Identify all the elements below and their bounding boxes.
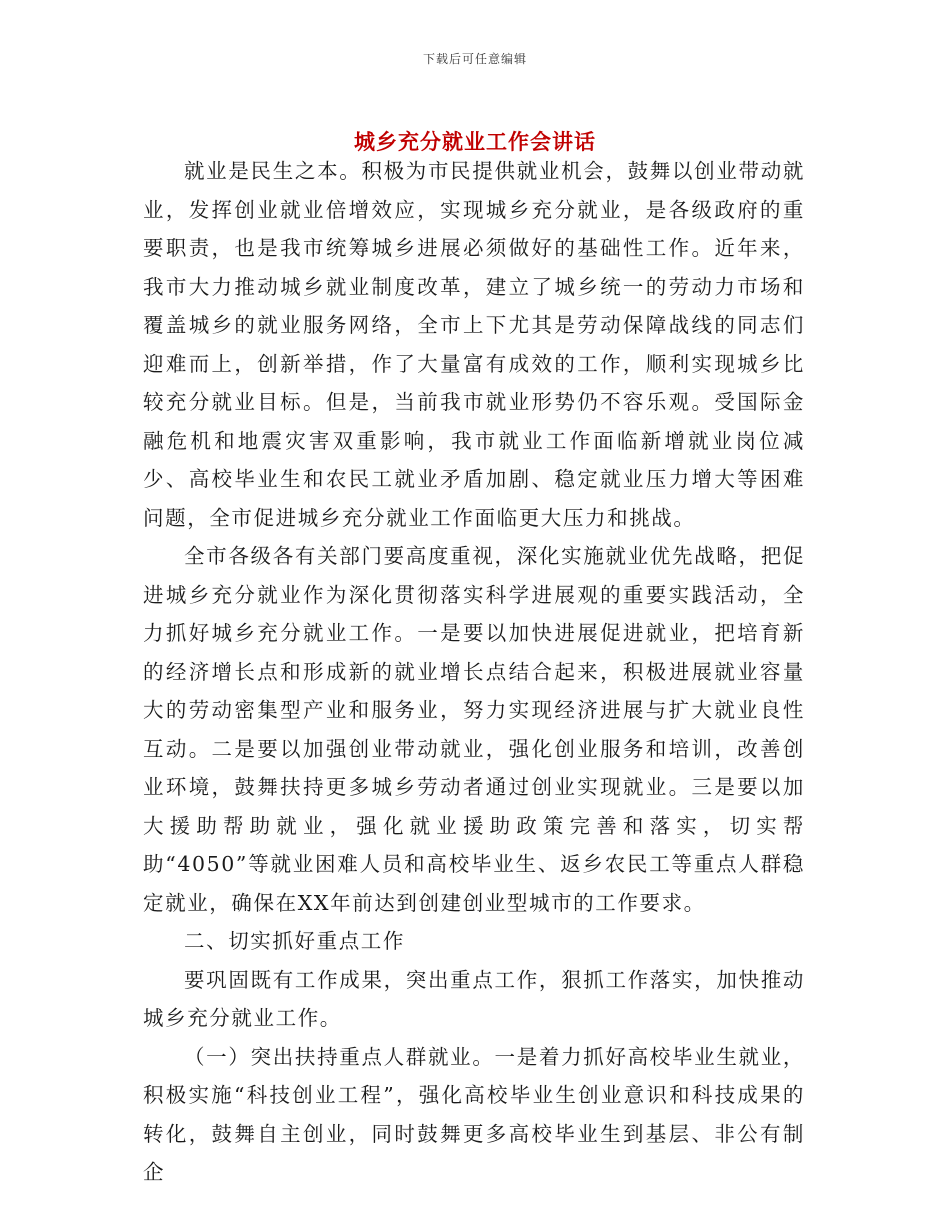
document-title: 城乡充分就业工作会讲话 [354,129,596,155]
section-heading: 二、切实抓好重点工作 [184,929,405,953]
page-header-note: 下载后可任意编辑 [422,52,527,66]
paragraph-requirements: 全市各级各有关部门要高度重视，深化实施就业优先战略，把促进城乡充分就业作为深化贯彻落实科学进展观的重要实践活动，全力抓好城乡充分就业工作。一是要以加快进展促进就业，把培育新的经济增长点和形成新的就业增长点结合起来，积极进展就业容量大的劳动密集型产业和服务业，努力实现经济进展与扩大就业良性互动。二是要以加强创业带动就业，强化创业服务和培训，改善创业环境，鼓舞扶持更多城乡劳动者通过创业实现就业。三是要以加大援助帮助就业，强化就业援助政策完善和落实，切实帮助“4050”等就业困难人员和高校毕业生、返乡农民工等重点人群稳定就业，确保在XX年前达到创建创业型城市的工作要求。 [143,544,805,915]
paragraph-section-intro: 要巩固既有工作成果，突出重点工作，狠抓工作落实，加快推动城乡充分就业工作。 [143,967,805,1030]
paragraph-key-groups: （一）突出扶持重点人群就业。一是着力抓好高校毕业生就业，积极实施“科技创业工程”，强化高校毕业生创业意识和科技成果的转化，鼓舞自主创业，同时鼓舞更多高校毕业生到基层、非公有制企 [143,1044,805,1184]
document-body [143,152,805,1192]
paragraph-intro: 就业是民生之本。积极为市民提供就业机会，鼓舞以创业带动就业，发挥创业就业倍增效应，实现城乡充分就业，是各级政府的重要职责，也是我市统筹城乡进展必须做好的基础性工作。近年来，我市大力推动城乡就业制度改革，建立了城乡统一的劳动力市场和覆盖城乡的就业服务网络，全市上下尤其是劳动保障战线的同志们迎难而上，创新举措，作了大量富有成效的工作，顺利实现城乡比较充分就业目标。但是，当前我市就业形势仍不容乐观。受国际金融危机和地震灾害双重影响，我市就业工作面临新增就业岗位减少、高校毕业生和农民工就业矛盾加剧、稳定就业压力增大等困难问题，全市促进城乡充分就业工作面临更大压力和挑战。 [143,159,805,530]
